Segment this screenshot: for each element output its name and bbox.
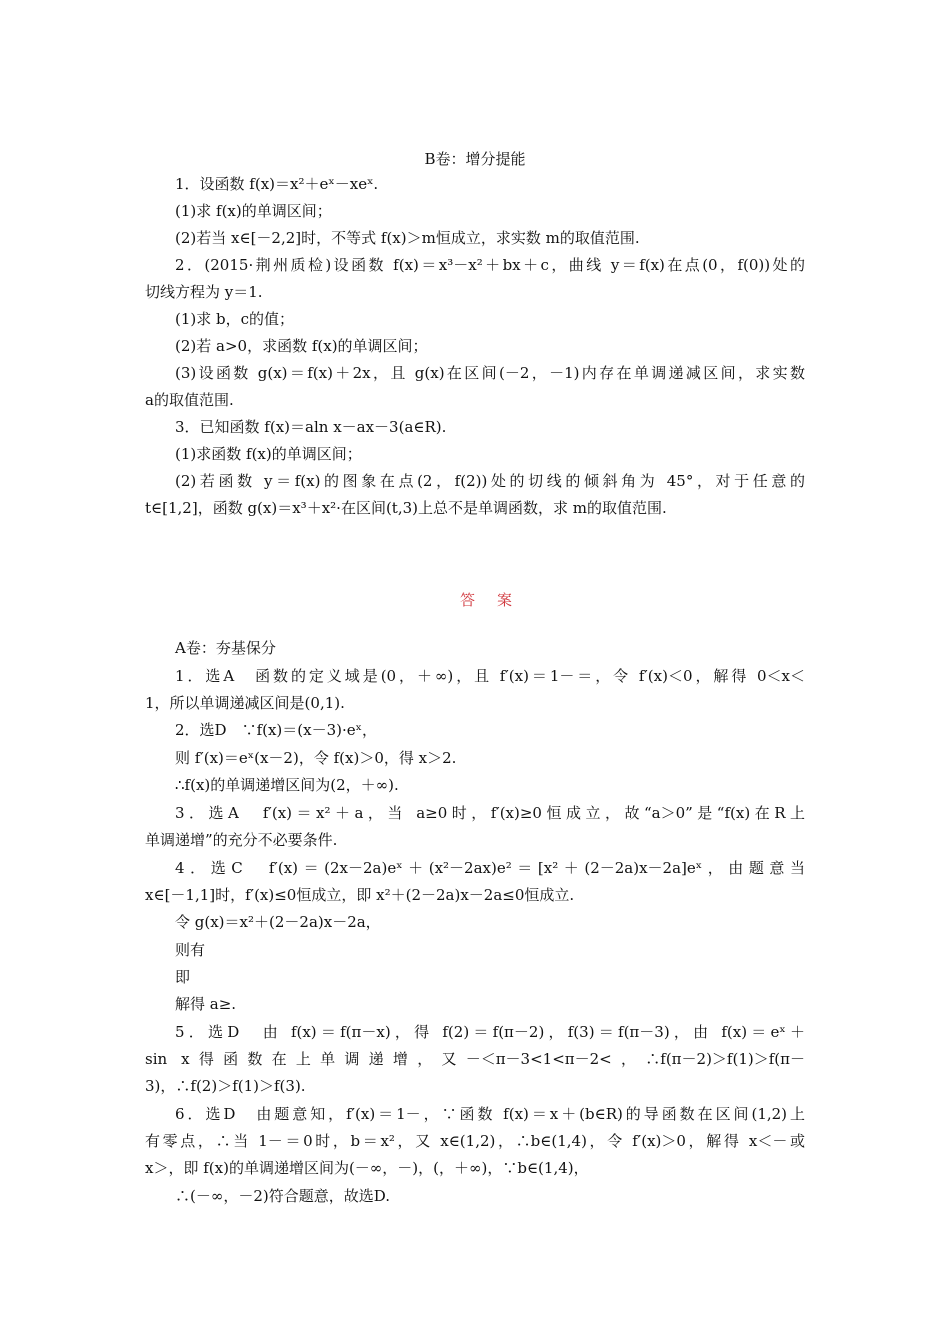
- b-problem-1: 1．设函数 f(x)＝x²＋eˣ－xeˣ.: [175, 175, 379, 193]
- a-answer-5-line-3: 3)，∴f(2)＞f(1)＞f(3).: [145, 1077, 306, 1095]
- b-problem-2-part-1: (1)求 b，c的值；: [175, 310, 295, 328]
- a-answer-6-line-3: x＞，即 f(x)的单调递增区间为(－∞，－)，(，＋∞)，∵b∈(1,4)，: [145, 1159, 589, 1177]
- b-problem-3-part-2: (2)若函数 y＝f(x)的图象在点(2，f(2))处的切线的倾斜角为 45°，对于任意的: [175, 472, 805, 490]
- a-answer-3-cont: 单调递增”的充分不必要条件.: [145, 831, 338, 849]
- a-answer-2-line-2: 则 f′(x)＝eˣ(x－2)，令 f(x)＞0，得 x＞2.: [175, 749, 457, 767]
- b-problem-2-part-3: (3)设函数 g(x)＝f(x)＋2x，且 g(x)在区间(－2，－1)内存在单调递减区间，求实数: [175, 364, 805, 382]
- a-answer-4-line-3: 令 g(x)＝x²＋(2－2a)x－2a，: [175, 913, 381, 931]
- a-answer-5: 5．选D 由 f(x)＝f(π－x)，得 f(2)＝f(π－2)，f(3)＝f(π－3)，由 f(x)＝eˣ＋: [175, 1023, 805, 1041]
- answers-title: 答案: [459, 591, 534, 609]
- b-problem-3: 3．已知函数 f(x)＝aln x－ax－3(a∈R).: [175, 418, 447, 436]
- a-section-heading: A卷：夯基保分: [175, 639, 276, 657]
- a-answer-4-line-4: 则有: [175, 941, 206, 959]
- b-problem-2-part-3-cont: a的取值范围.: [145, 391, 234, 409]
- b-problem-2-part-2: (2)若 a>0，求函数 f(x)的单调区间；: [175, 337, 428, 355]
- a-answer-2: 2．选D ∵f(x)＝(x－3)·eˣ，: [175, 721, 377, 739]
- a-answer-5-cont: sin x得函数在上单调递增，又－＜π－3<1<π－2<，∴f(π－2)＞f(1)＞f(π－: [145, 1050, 805, 1068]
- a-answer-4-line-6: 解得 a≥.: [175, 995, 237, 1013]
- b-problem-2: 2．(2015·荆州质检)设函数 f(x)＝x³－x²＋bx＋c，曲线 y＝f(x)在点(0，f(0))处的: [175, 256, 805, 274]
- a-answer-6-line-4: ∴(－∞，－2)符合题意，故选D.: [175, 1187, 391, 1205]
- a-answer-3: 3．选A f′(x)＝x²＋a，当 a≥0时，f′(x)≥0恒成立，故“a＞0”是“f(x)在R上: [175, 804, 805, 822]
- a-answer-6-cont: 有零点，∴当 1－＝0时，b＝x²，又 x∈(1,2)，∴b∈(1,4)，令 f′(x)＞0，解得 x＜－或: [145, 1132, 805, 1150]
- a-answer-4: 4．选C f′(x)＝(2x－2a)eˣ＋(x²－2ax)e²＝[x²＋(2－2a)x－2a]eˣ，由题意当: [175, 859, 805, 877]
- a-answer-4-cont: x∈[－1,1]时，f′(x)≤0恒成立，即 x²＋(2－2a)x－2a≤0恒成立.: [145, 886, 575, 904]
- b-problem-1-part-2: (2)若当 x∈[－2,2]时，不等式 f(x)＞m恒成立，求实数 m的取值范围.: [175, 229, 640, 247]
- section-b-title: B卷：增分提能: [424, 150, 526, 168]
- a-answer-2-line-3: ∴f(x)的单调递增区间为(2，＋∞).: [175, 776, 399, 794]
- a-answer-4-line-5: 即: [175, 968, 191, 986]
- b-problem-2-cont: 切线方程为 y＝1.: [145, 283, 263, 301]
- b-problem-3-part-1: (1)求函数 f(x)的单调区间；: [175, 445, 362, 463]
- b-problem-1-part-1: (1)求 f(x)的单调区间；: [175, 202, 332, 220]
- b-problem-3-part-2-cont: t∈[1,2]，函数 g(x)＝x³＋x²·在区间(t,3)上总不是单调函数，求 m的取值范围.: [145, 499, 667, 517]
- a-answer-1-cont: 1，所以单调递减区间是(0,1).: [145, 694, 345, 712]
- a-answer-6: 6．选D 由题意知，f′(x)＝1－，∵函数 f(x)＝x＋(b∈R)的导函数在区间(1,2)上: [175, 1105, 805, 1123]
- a-answer-1: 1．选A 函数的定义域是(0，＋∞)，且 f′(x)＝1－＝，令 f′(x)＜0，解得 0＜x＜: [175, 667, 805, 685]
